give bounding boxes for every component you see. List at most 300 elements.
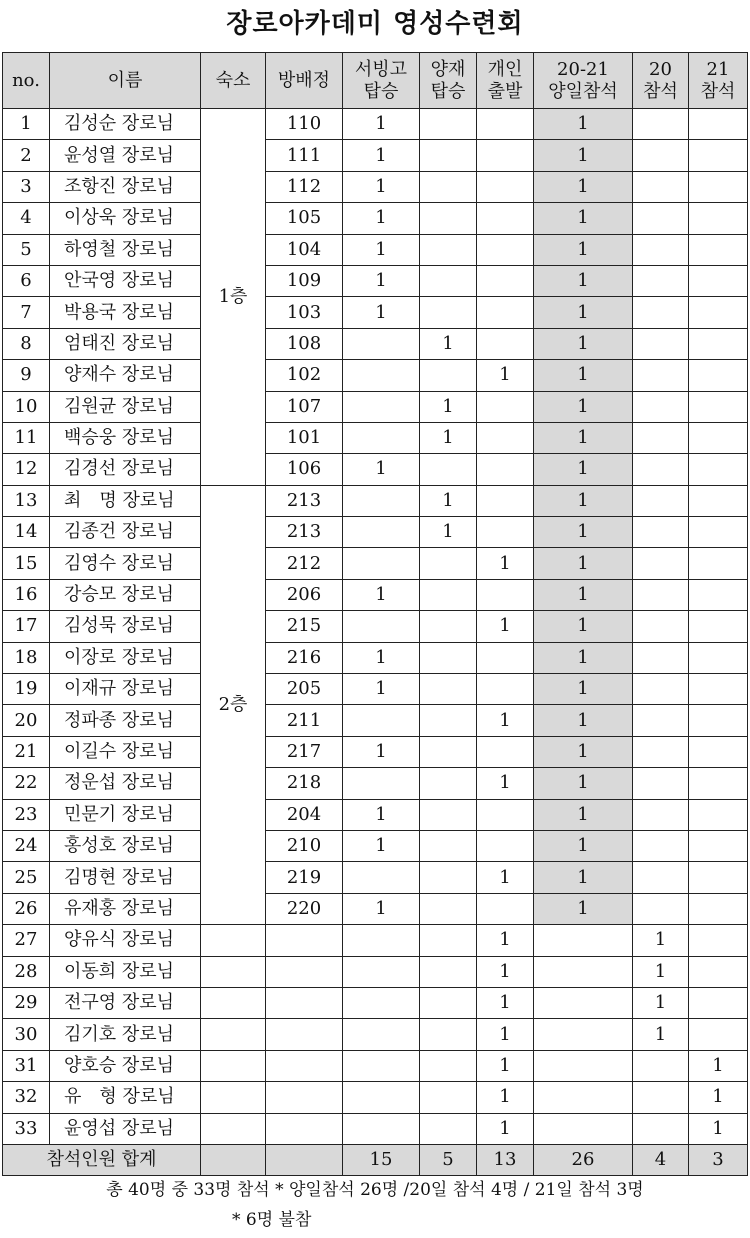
cell-day21: [689, 925, 748, 956]
header-day20: 20 참석: [633, 53, 689, 109]
cell-day20: [633, 1113, 689, 1144]
cell-day20: [633, 1082, 689, 1113]
table-row: [3, 736, 748, 767]
cell-self: 1: [477, 925, 534, 956]
cell-seobingo: [343, 925, 420, 956]
cell-day21: [689, 485, 748, 516]
cell-yangjae: [420, 987, 477, 1018]
cell-yangjae: [420, 705, 477, 736]
cell-seobingo: [343, 705, 420, 736]
cell-day20: 1: [633, 1019, 689, 1050]
cell-room: 204: [266, 799, 343, 830]
cell-both: 1: [534, 736, 633, 767]
cell-day21: [689, 768, 748, 799]
total-yangjae: 5: [420, 1144, 477, 1175]
cell-day20: [633, 422, 689, 453]
cell-seobingo: 1: [343, 642, 420, 673]
cell-both: 1: [534, 422, 633, 453]
cell-day21: 1: [689, 1082, 748, 1113]
cell-day20: 1: [633, 956, 689, 987]
table-row: [3, 642, 748, 673]
header-name: 이름: [50, 53, 201, 109]
cell-room: [266, 925, 343, 956]
totals-label: 참석인원 합계: [3, 1144, 201, 1175]
cell-yangjae: [420, 1082, 477, 1113]
cell-room: 211: [266, 705, 343, 736]
totals-row: [3, 1144, 748, 1175]
cell-yangjae: 1: [420, 422, 477, 453]
cell-name: 안국영 장로님: [50, 265, 201, 296]
cell-both: 1: [534, 391, 633, 422]
cell-no: 27: [3, 925, 50, 956]
cell-no: 8: [3, 328, 50, 359]
page-title: 장로아카데미 영성수련회: [226, 9, 524, 39]
cell-day20: [633, 140, 689, 171]
cell-self: [477, 109, 534, 140]
cell-no: 21: [3, 736, 50, 767]
totals-blank: [201, 1144, 266, 1175]
cell-seobingo: [343, 1082, 420, 1113]
cell-day21: [689, 642, 748, 673]
cell-both: 1: [534, 109, 633, 140]
cell-self: [477, 140, 534, 171]
cell-room: 104: [266, 234, 343, 265]
table-row: [3, 925, 748, 956]
cell-self: [477, 799, 534, 830]
table-row: [3, 1113, 748, 1144]
cell-yangjae: [420, 862, 477, 893]
cell-lodge: [201, 925, 266, 956]
cell-seobingo: 1: [343, 579, 420, 610]
table-row: [3, 862, 748, 893]
cell-seobingo: [343, 611, 420, 642]
cell-day20: [633, 485, 689, 516]
cell-both: [534, 1050, 633, 1081]
cell-seobingo: 1: [343, 454, 420, 485]
cell-yangjae: [420, 956, 477, 987]
cell-room: 219: [266, 862, 343, 893]
cell-self: [477, 454, 534, 485]
cell-seobingo: 1: [343, 140, 420, 171]
cell-room: 103: [266, 297, 343, 328]
table-row: [3, 203, 748, 234]
cell-self: 1: [477, 360, 534, 391]
table-row: [3, 171, 748, 202]
cell-room: [266, 1082, 343, 1113]
cell-no: 12: [3, 454, 50, 485]
cell-name: 이길수 장로님: [50, 736, 201, 767]
cell-day21: 1: [689, 1113, 748, 1144]
table-row: [3, 360, 748, 391]
cell-both: 1: [534, 297, 633, 328]
cell-day21: [689, 579, 748, 610]
cell-day21: [689, 265, 748, 296]
cell-self: [477, 517, 534, 548]
cell-day20: [633, 862, 689, 893]
cell-yangjae: [420, 1113, 477, 1144]
cell-day20: [633, 548, 689, 579]
cell-self: 1: [477, 1019, 534, 1050]
cell-no: 5: [3, 234, 50, 265]
cell-day21: [689, 736, 748, 767]
cell-both: 1: [534, 705, 633, 736]
cell-no: 22: [3, 768, 50, 799]
cell-room: 105: [266, 203, 343, 234]
cell-seobingo: [343, 328, 420, 359]
table-row: [3, 830, 748, 861]
cell-room: 102: [266, 360, 343, 391]
cell-both: 1: [534, 360, 633, 391]
cell-self: [477, 485, 534, 516]
header-day21: 21 참석: [689, 53, 748, 109]
cell-name: 전구영 장로님: [50, 987, 201, 1018]
cell-day21: [689, 893, 748, 924]
cell-no: 11: [3, 422, 50, 453]
cell-day21: [689, 705, 748, 736]
cell-both: 1: [534, 579, 633, 610]
cell-room: [266, 1113, 343, 1144]
cell-room: 220: [266, 893, 343, 924]
cell-self: [477, 203, 534, 234]
cell-seobingo: [343, 517, 420, 548]
cell-no: 25: [3, 862, 50, 893]
cell-both: 1: [534, 799, 633, 830]
cell-no: 16: [3, 579, 50, 610]
cell-yangjae: [420, 925, 477, 956]
cell-no: 18: [3, 642, 50, 673]
table-row: [3, 548, 748, 579]
table-row: [3, 265, 748, 296]
cell-lodge: [201, 1082, 266, 1113]
cell-self: [477, 391, 534, 422]
cell-yangjae: 1: [420, 391, 477, 422]
table-row: [3, 234, 748, 265]
cell-both: 1: [534, 830, 633, 861]
cell-both: 1: [534, 862, 633, 893]
cell-room: 213: [266, 485, 343, 516]
attendance-table: [2, 52, 748, 1176]
cell-day21: [689, 171, 748, 202]
cell-both: [534, 1019, 633, 1050]
cell-name: 김명현 장로님: [50, 862, 201, 893]
cell-self: [477, 265, 534, 296]
cell-lodge: [201, 987, 266, 1018]
cell-no: 30: [3, 1019, 50, 1050]
cell-yangjae: [420, 140, 477, 171]
cell-no: 15: [3, 548, 50, 579]
cell-seobingo: [343, 485, 420, 516]
lodge-floor1: 1층: [201, 109, 266, 486]
cell-lodge: [201, 1050, 266, 1081]
cell-self: [477, 297, 534, 328]
cell-day20: [633, 203, 689, 234]
cell-seobingo: 1: [343, 799, 420, 830]
cell-no: 24: [3, 830, 50, 861]
cell-day21: [689, 234, 748, 265]
cell-both: 1: [534, 140, 633, 171]
header-no: no.: [3, 53, 50, 109]
cell-room: [266, 956, 343, 987]
cell-name: 정파종 장로님: [50, 705, 201, 736]
total-self: 13: [477, 1144, 534, 1175]
cell-day20: [633, 579, 689, 610]
cell-yangjae: [420, 109, 477, 140]
cell-both: 1: [534, 485, 633, 516]
cell-yangjae: [420, 736, 477, 767]
cell-day21: [689, 422, 748, 453]
cell-room: 215: [266, 611, 343, 642]
cell-yangjae: [420, 579, 477, 610]
cell-seobingo: [343, 1050, 420, 1081]
cell-yangjae: [420, 171, 477, 202]
cell-name: 김원균 장로님: [50, 391, 201, 422]
cell-day21: [689, 297, 748, 328]
cell-yangjae: [420, 611, 477, 642]
cell-yangjae: 1: [420, 485, 477, 516]
cell-yangjae: [420, 548, 477, 579]
table-row: [3, 1050, 748, 1081]
cell-yangjae: [420, 203, 477, 234]
table-row: [3, 454, 748, 485]
cell-self: [477, 171, 534, 202]
table-row: [3, 893, 748, 924]
cell-seobingo: 1: [343, 234, 420, 265]
cell-seobingo: 1: [343, 171, 420, 202]
cell-self: [477, 830, 534, 861]
cell-yangjae: [420, 642, 477, 673]
cell-no: 19: [3, 674, 50, 705]
cell-day21: 1: [689, 1050, 748, 1081]
cell-seobingo: 1: [343, 265, 420, 296]
cell-seobingo: 1: [343, 674, 420, 705]
cell-room: 217: [266, 736, 343, 767]
table-row: [3, 768, 748, 799]
cell-room: [266, 987, 343, 1018]
cell-day21: [689, 862, 748, 893]
cell-no: 7: [3, 297, 50, 328]
cell-self: 1: [477, 705, 534, 736]
cell-day20: [633, 768, 689, 799]
cell-seobingo: [343, 768, 420, 799]
cell-no: 23: [3, 799, 50, 830]
cell-no: 2: [3, 140, 50, 171]
cell-lodge: [201, 1113, 266, 1144]
cell-room: [266, 1050, 343, 1081]
cell-self: [477, 579, 534, 610]
cell-yangjae: [420, 297, 477, 328]
cell-name: 정운섭 장로님: [50, 768, 201, 799]
cell-seobingo: [343, 956, 420, 987]
cell-lodge: [201, 956, 266, 987]
table-header: [3, 53, 748, 109]
cell-day20: [633, 893, 689, 924]
cell-name: 이장로 장로님: [50, 642, 201, 673]
table-row: [3, 987, 748, 1018]
cell-no: 32: [3, 1082, 50, 1113]
cell-day20: [633, 642, 689, 673]
cell-no: 26: [3, 893, 50, 924]
cell-yangjae: [420, 454, 477, 485]
cell-no: 29: [3, 987, 50, 1018]
cell-self: [477, 642, 534, 673]
cell-name: 박용국 장로님: [50, 297, 201, 328]
cell-seobingo: [343, 360, 420, 391]
cell-name: 유 형 장로님: [50, 1082, 201, 1113]
cell-name: 양호승 장로님: [50, 1050, 201, 1081]
total-seobingo: 15: [343, 1144, 420, 1175]
cell-no: 4: [3, 203, 50, 234]
cell-both: [534, 987, 633, 1018]
cell-room: 216: [266, 642, 343, 673]
table-row: [3, 297, 748, 328]
cell-day20: [633, 799, 689, 830]
cell-name: 이재규 장로님: [50, 674, 201, 705]
cell-self: 1: [477, 862, 534, 893]
table-row: [3, 611, 748, 642]
lodge-floor2: 2층: [201, 485, 266, 924]
cell-both: 1: [534, 548, 633, 579]
cell-no: 1: [3, 109, 50, 140]
cell-room: [266, 1019, 343, 1050]
cell-day20: 1: [633, 987, 689, 1018]
cell-no: 10: [3, 391, 50, 422]
cell-day20: [633, 1050, 689, 1081]
cell-name: 민문기 장로님: [50, 799, 201, 830]
cell-yangjae: 1: [420, 517, 477, 548]
cell-day20: [633, 611, 689, 642]
cell-self: [477, 422, 534, 453]
cell-day21: [689, 360, 748, 391]
cell-name: 김기호 장로님: [50, 1019, 201, 1050]
cell-name: 홍성호 장로님: [50, 830, 201, 861]
cell-day21: [689, 140, 748, 171]
cell-day21: [689, 391, 748, 422]
cell-name: 양재수 장로님: [50, 360, 201, 391]
cell-day20: [633, 171, 689, 202]
cell-both: 1: [534, 642, 633, 673]
cell-yangjae: [420, 234, 477, 265]
cell-day21: [689, 674, 748, 705]
cell-day20: [633, 830, 689, 861]
header-seobingo-bus: 서빙고 탑승: [343, 53, 420, 109]
cell-both: [534, 1113, 633, 1144]
header-both-days: 20-21 양일참석: [534, 53, 633, 109]
table-row: [3, 140, 748, 171]
cell-name: 윤성열 장로님: [50, 140, 201, 171]
cell-seobingo: [343, 1113, 420, 1144]
cell-name: 김영수 장로님: [50, 548, 201, 579]
cell-room: 205: [266, 674, 343, 705]
cell-day20: [633, 454, 689, 485]
cell-no: 17: [3, 611, 50, 642]
cell-yangjae: 1: [420, 328, 477, 359]
cell-day21: [689, 517, 748, 548]
cell-day20: [633, 517, 689, 548]
cell-yangjae: [420, 1050, 477, 1081]
cell-no: 31: [3, 1050, 50, 1081]
cell-day21: [689, 830, 748, 861]
cell-room: 108: [266, 328, 343, 359]
cell-day21: [689, 1019, 748, 1050]
cell-both: 1: [534, 454, 633, 485]
cell-self: [477, 328, 534, 359]
cell-room: 111: [266, 140, 343, 171]
cell-both: 1: [534, 171, 633, 202]
cell-both: [534, 1082, 633, 1113]
cell-no: 13: [3, 485, 50, 516]
cell-no: 6: [3, 265, 50, 296]
cell-day21: [689, 109, 748, 140]
cell-seobingo: 1: [343, 203, 420, 234]
cell-yangjae: [420, 360, 477, 391]
cell-name: 김성묵 장로님: [50, 611, 201, 642]
total-both: 26: [534, 1144, 633, 1175]
cell-name: 김성순 장로님: [50, 109, 201, 140]
cell-no: 33: [3, 1113, 50, 1144]
cell-both: [534, 956, 633, 987]
cell-name: 이동희 장로님: [50, 956, 201, 987]
cell-self: 1: [477, 1113, 534, 1144]
cell-seobingo: [343, 987, 420, 1018]
cell-seobingo: [343, 422, 420, 453]
table-row: [3, 1082, 748, 1113]
cell-seobingo: 1: [343, 893, 420, 924]
cell-seobingo: 1: [343, 736, 420, 767]
cell-day20: [633, 109, 689, 140]
cell-day20: [633, 391, 689, 422]
cell-day21: [689, 548, 748, 579]
cell-day20: [633, 265, 689, 296]
cell-no: 28: [3, 956, 50, 987]
table-row: [3, 328, 748, 359]
cell-name: 김경선 장로님: [50, 454, 201, 485]
cell-name: 백승웅 장로님: [50, 422, 201, 453]
cell-name: 양유식 장로님: [50, 925, 201, 956]
table-row: [3, 485, 748, 516]
cell-seobingo: 1: [343, 830, 420, 861]
cell-room: 212: [266, 548, 343, 579]
cell-self: [477, 893, 534, 924]
cell-seobingo: [343, 862, 420, 893]
table-row: [3, 579, 748, 610]
table-row: [3, 956, 748, 987]
cell-room: 218: [266, 768, 343, 799]
cell-name: 최 명 장로님: [50, 485, 201, 516]
cell-seobingo: [343, 548, 420, 579]
header-lodge: 숙소: [201, 53, 266, 109]
header-self-depart: 개인 출발: [477, 53, 534, 109]
cell-yangjae: [420, 768, 477, 799]
cell-room: 112: [266, 171, 343, 202]
table-row: [3, 799, 748, 830]
header-yangjae-bus: 양재 탑승: [420, 53, 477, 109]
cell-no: 14: [3, 517, 50, 548]
cell-day21: [689, 956, 748, 987]
cell-self: 1: [477, 956, 534, 987]
cell-self: [477, 674, 534, 705]
cell-day20: [633, 736, 689, 767]
cell-yangjae: [420, 674, 477, 705]
cell-both: 1: [534, 611, 633, 642]
totals-blank: [266, 1144, 343, 1175]
cell-day21: [689, 611, 748, 642]
cell-room: 210: [266, 830, 343, 861]
cell-self: 1: [477, 611, 534, 642]
cell-name: 하영철 장로님: [50, 234, 201, 265]
cell-name: 김종건 장로님: [50, 517, 201, 548]
cell-day20: [633, 328, 689, 359]
cell-room: 109: [266, 265, 343, 296]
